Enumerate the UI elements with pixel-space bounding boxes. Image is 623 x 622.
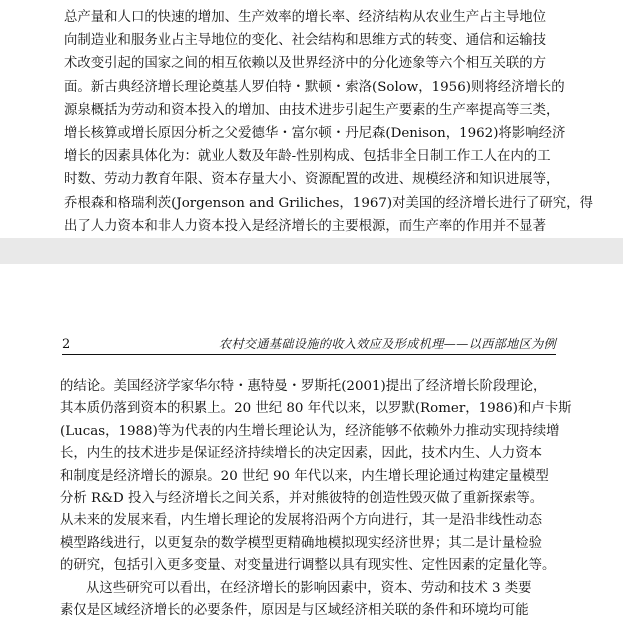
text-line: 向制造业和服务业占主导地位的变化、社会结构和思维方式的转变、通信和运输技 [64, 33, 547, 49]
top-paragraph [64, 6, 593, 238]
text-line: 总产量和人口的快速的增加、生产效率的增长率、经济结构从农业生产占主导地位 [64, 10, 547, 25]
text-line: 和制度是经济增长的源泉。20 世纪 90 年代以来，内生增长理论通过构建定量模型 [60, 468, 549, 484]
text-line: 长，内生的技术进步是保证经济持续增长的决定因素，因此，技术内生、人力资本 [60, 446, 543, 462]
text-line: 增长核算或增长原因分析之父爱德华・富尔顿・丹尼森(Denison，1962)将影响经济 [64, 126, 566, 142]
text-line: 模型路线进行，以更复杂的数学模型更精确地模拟现实经济世界；其二是计量检验 [60, 535, 543, 551]
page-separator [0, 238, 623, 264]
text-line: 时数、劳动力教育年限、资本存量大小、资源配置的改进、规模经济和知识进展等， [64, 172, 560, 188]
page-top [0, 0, 623, 234]
text-line: 出了人力资本和非人力资本投入是经济增长的主要根源，而生产率的作用并不显著 [64, 218, 547, 234]
page-bottom [0, 264, 623, 619]
text-line: 的研究，包括引入更多变量、对变量进行调整以具有现实性、定性因素的定量化等。 [60, 558, 556, 574]
running-header [62, 334, 556, 355]
text-line: 乔根森和格瑞利茨(Jorgenson and Griliches，1967)对美国的经济增长进行了研究，得 [64, 195, 593, 211]
text-line: 的结论。美国经济学家华尔特・惠特曼・罗斯托(2001)提出了经济增长阶段理论， [60, 379, 547, 394]
text-line: 增长的因素具体化为：就业人数及年龄-性别构成、包括非全日制工作工人在内的工 [64, 149, 551, 165]
text-line: 其本质仍落到资本的积累上。20 世纪 80 年代以来，以罗默(Romer，1986)和卢卡斯 [60, 401, 572, 417]
text-line: 术改变引起的国家之间的相互依赖以及世界经济中的分化迹象等六个相互关联的方 [64, 56, 547, 72]
running-header-title: 农村交通基础设施的收入效应及形成机理——以西部地区为例 [218, 337, 556, 351]
text-line: 面。新古典经济增长理论奠基人罗伯特・默顿・索洛(Solow，1956)则将经济增长的 [64, 79, 565, 95]
text-line: 源泉概括为劳动和资本投入的增加、由技术进步引起生产要素的生产率提高等三类， [64, 102, 560, 118]
page-number: 2 [62, 337, 71, 352]
text-line: 素仅是区域经济增长的必要条件，原因是与区域经济相关联的条件和环境均可能 [60, 603, 529, 619]
text-line: (Lucas，1988)等为代表的内生增长理论认为，经济能够不依赖外力推动实现持续增 [60, 423, 560, 439]
text-line: 从未来的发展来看，内生增长理论的发展将沿两个方向进行，其一是沿非线性动态 [60, 513, 543, 529]
text-line: 分析 R&D 投入与经济增长之间关系，并对熊彼特的创造性毁灭做了重新探索等。 [60, 491, 544, 507]
bottom-paragraph [60, 376, 572, 622]
text-line: 从这些研究可以看出，在经济增长的影响因素中，资本、劳动和技术 3 类要 [86, 580, 532, 596]
